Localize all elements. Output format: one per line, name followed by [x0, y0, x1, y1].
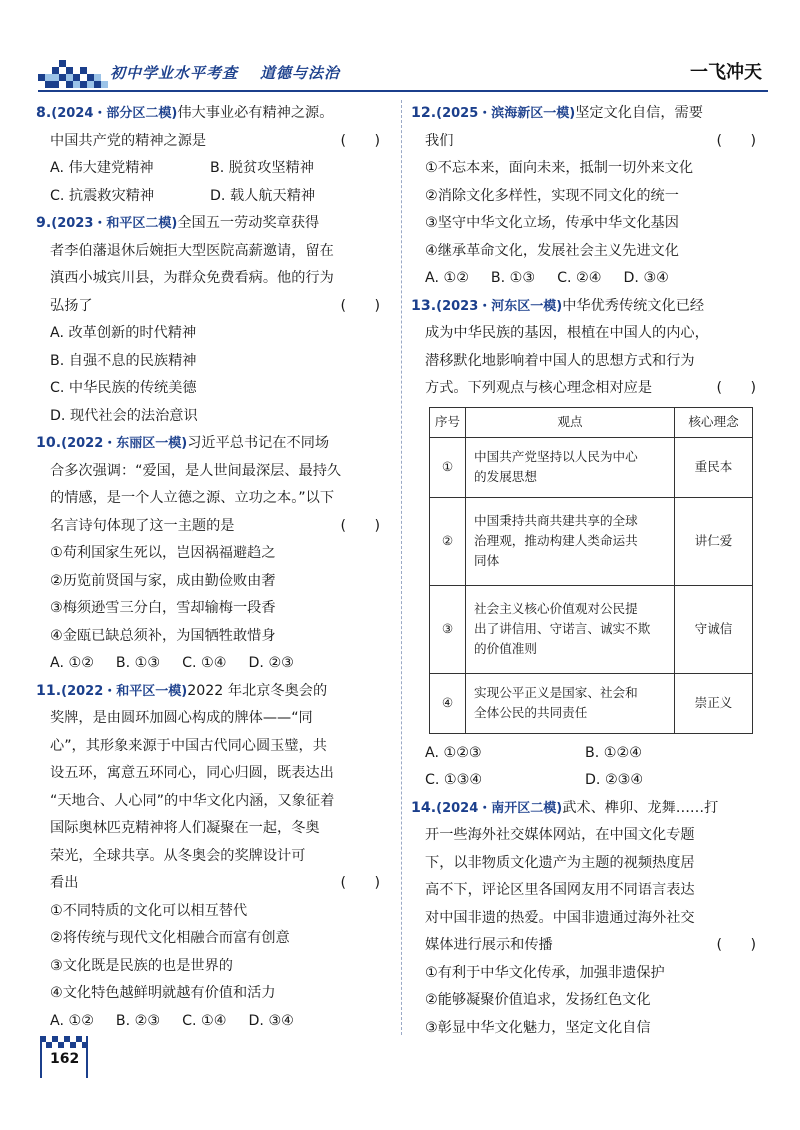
- option-c: C. ①④: [182, 1012, 227, 1029]
- option-b: B. 脱贫攻坚精神: [210, 160, 314, 176]
- option-c: C. ①④: [182, 655, 227, 671]
- column-divider: [401, 100, 402, 1035]
- view-line: 同体: [474, 553, 500, 568]
- view-line: 中国秉持共商共建共享的全球: [474, 513, 638, 528]
- stem-line: 成为中华民族的基因，根植在中国人的内心，: [425, 325, 709, 341]
- view-line: 出了讲信用、守诺言、诚实不欺: [474, 621, 651, 636]
- table-cell-number: ②: [430, 497, 466, 585]
- question-9: [36, 210, 392, 430]
- question-source: (2024・部分区二模): [51, 106, 178, 121]
- answer-paren: ( ): [716, 132, 756, 149]
- question-source: (2023・和平区二模): [51, 216, 178, 231]
- table-row: [430, 437, 753, 497]
- table-cell-concept: 守诚信: [675, 585, 753, 673]
- statement-4: ④继承革命文化，发展社会主义先进文化: [425, 242, 679, 259]
- stem-line: 全国五一劳动奖章获得: [177, 215, 320, 231]
- statement-4: ④文化特色越鲜明就越有价值和活力: [50, 985, 276, 1001]
- view-line: 全体公民的共同责任: [474, 705, 588, 720]
- option-b: B. 自强不息的民族精神: [50, 352, 197, 369]
- answer-paren: ( ): [716, 380, 756, 396]
- option-d: D. ③④: [248, 1012, 294, 1029]
- option-c: C. ②④: [557, 270, 602, 286]
- answer-paren: ( ): [716, 937, 756, 953]
- table-cell-concept: 重民本: [675, 437, 753, 497]
- stem-line: 对中国非遗的热爱。中国非遗通过海外社交: [425, 909, 695, 926]
- question-number: 12.: [411, 105, 437, 121]
- statement-2: ②消除文化多样性，实现不同文化的统一: [425, 187, 679, 204]
- stem-line: 习近平总书记在不同场: [187, 435, 330, 451]
- statement-3: ③坚守中华文化立场，传承中华文化基因: [425, 215, 679, 231]
- stem-line: 名言诗句体现了这一主题的是: [50, 517, 235, 534]
- question-number: 10.: [36, 435, 62, 451]
- option-a: A. ①②: [50, 655, 94, 671]
- option-c: C. 中华民族的传统美德: [50, 380, 197, 396]
- series-title: 初中学业水平考查: [110, 64, 239, 82]
- table-cell-number: ①: [430, 437, 466, 497]
- stem-line: 看出: [50, 875, 79, 891]
- statement-3: ③梅须逊雪三分白，雪却输梅一段香: [50, 600, 276, 616]
- answer-paren: ( ): [340, 875, 380, 891]
- answer-paren: ( ): [340, 297, 380, 314]
- stem-line: 2022 年北京冬奥会的: [187, 682, 328, 699]
- stem-line: 的情感，是一个人立德之源、立功之本。”以下: [50, 490, 335, 506]
- statement-1: ①不忘本来，面向未来，抵制一切外来文化: [425, 160, 694, 176]
- table-cell-number: ③: [430, 585, 466, 673]
- question-12: [411, 100, 768, 293]
- statement-3: ③文化既是民族的也是世界的: [50, 957, 233, 974]
- table-cell-concept: 崇正义: [675, 673, 753, 733]
- stem-line: 奖牌，是由圆环加圆心构成的牌体——“同: [50, 710, 313, 726]
- view-line: 社会主义核心价值观对公民提: [474, 601, 638, 616]
- question-source: (2025・滨海新区一模): [436, 106, 576, 121]
- option-a: A. ①②: [50, 1012, 94, 1029]
- statement-4: ④金瓯已缺总须补，为国牺牲敢惜身: [50, 627, 276, 644]
- question-11: [36, 678, 392, 1036]
- question-source: (2023・河东区一模): [436, 298, 563, 314]
- question-13: [411, 293, 768, 795]
- view-line: 的价值准则: [474, 641, 537, 656]
- stem-line: 高不下，评论区里各国网友用不同语言表达: [425, 882, 695, 898]
- stem-line: 下，以非物质文化遗产为主题的视频热度居: [425, 854, 695, 871]
- option-a: A. ①②: [425, 270, 469, 286]
- table-cell-number: ④: [430, 673, 466, 733]
- stem-line: 方式。下列观点与核心理念相对应是: [425, 380, 653, 396]
- option-b: B. ①③: [115, 655, 161, 671]
- stem-line: 荣光，全球共享。从冬奥会的奖牌设计可: [50, 847, 306, 864]
- statement-1: ①有利于中华文化传承，加强非遗保护: [425, 964, 665, 981]
- stem-line: 中国共产党的精神之源是: [50, 132, 207, 149]
- table-header: 核心理念: [675, 407, 753, 437]
- question-14: [411, 795, 768, 1043]
- stem-line: 坚定文化自信，需要: [575, 105, 703, 121]
- view-line: 中国共产党坚持以人民为中心: [474, 449, 638, 464]
- option-d: D. ②③: [248, 655, 294, 671]
- option-a: A. ①②③: [425, 744, 482, 761]
- table-row: [430, 673, 753, 733]
- table-row: [430, 585, 753, 673]
- option-d: D. ③④: [623, 270, 669, 286]
- stem-line: 设五环，寓意五环同心，同心归圆，既表达出: [50, 765, 334, 781]
- view-line: 治理观，推动构建人类命运共: [474, 533, 638, 548]
- stem-line: 潜移默化地影响着中国人的思想方式和行为: [425, 352, 695, 369]
- question-8: [36, 100, 392, 210]
- question-source: (2022・东丽区一模): [61, 436, 188, 451]
- question-source: (2022・和平区一模): [61, 683, 188, 699]
- option-c: C. ①③④: [425, 772, 483, 788]
- view-line: 实现公平正义是国家、社会和: [474, 685, 638, 700]
- statement-2: ②将传统与现代文化相融合而富有创意: [50, 930, 290, 946]
- header-rule: [38, 90, 768, 92]
- table-header: 序号: [430, 407, 466, 437]
- stem-line: 国际奥林匹克精神将人们凝聚在一起，冬奥: [50, 820, 320, 836]
- left-column: [36, 100, 392, 1035]
- stem-line: 者李伯藩退休后婉拒大型医院高薪邀请，留在: [50, 242, 334, 259]
- option-d: D. 载人航天精神: [210, 187, 316, 204]
- page-number: 162: [50, 1051, 80, 1067]
- concept-table: [429, 407, 753, 734]
- question-number: 13.: [411, 297, 437, 314]
- brand-text: 一飞冲天: [690, 62, 762, 83]
- answer-paren: ( ): [340, 132, 380, 149]
- option-b: B. ①③: [490, 270, 536, 286]
- table-header: 观点: [466, 407, 675, 437]
- stem-line: 媒体进行展示和传播: [425, 937, 553, 953]
- option-b: B. ①②④: [585, 744, 642, 761]
- subject-title: 道德与法治: [260, 64, 341, 82]
- page-number-badge: [38, 1036, 102, 1080]
- statement-2: ②能够凝聚价值追求，发扬红色文化: [425, 992, 651, 1008]
- checkered-flag-icon: [38, 60, 108, 88]
- stem-line: 开一些海外社交媒体网站，在中国文化专题: [425, 827, 695, 843]
- question-number: 9.: [36, 215, 52, 231]
- stem-line: 心”，其形象来源于中国古代同心圆玉璧，共: [50, 737, 327, 754]
- option-b: B. ②③: [115, 1012, 161, 1029]
- statement-1: ①苟利国家生死以，岂因祸福避趋之: [50, 545, 276, 561]
- table-row: [430, 497, 753, 585]
- stem-line: 我们: [425, 132, 454, 149]
- table-cell-view: [466, 497, 675, 585]
- stem-line: 伟大事业必有精神之源。: [177, 105, 334, 121]
- option-d: D. ②③④: [585, 772, 644, 788]
- header-title: [110, 62, 362, 83]
- table-cell-concept: 讲仁爱: [675, 497, 753, 585]
- table-header-row: [430, 407, 753, 437]
- statement-1: ①不同特质的文化可以相互替代: [50, 902, 248, 919]
- option-d: D. 现代社会的法治意识: [50, 407, 198, 424]
- stem-line: 中华优秀传统文化已经: [562, 297, 705, 314]
- table-cell-view: [466, 673, 675, 733]
- question-source: (2024・南开区二模): [436, 800, 563, 816]
- stem-line: 弘扬了: [50, 297, 93, 314]
- question-number: 8.: [36, 105, 52, 121]
- option-a: A. 改革创新的时代精神: [50, 325, 197, 341]
- option-c: C. 抗震救灾精神: [50, 187, 155, 204]
- option-a: A. 伟大建党精神: [50, 160, 154, 176]
- table-cell-view: [466, 585, 675, 673]
- question-number: 14.: [411, 799, 437, 816]
- answer-paren: ( ): [340, 517, 380, 534]
- view-line: 的发展思想: [474, 469, 537, 484]
- stem-line: 滇西小城宾川县，为群众免费看病。他的行为: [50, 270, 334, 286]
- stem-line: “天地合、人心同”的中华文化内涵，又象征着: [50, 792, 335, 809]
- stem-line: 合多次强调：“爱国，是人世间最深层、最持久: [50, 462, 342, 479]
- statement-3: ③彰显中华文化魅力，坚定文化自信: [425, 1019, 651, 1036]
- table-cell-view: [466, 437, 675, 497]
- right-column: [411, 100, 768, 1042]
- question-number: 11.: [36, 682, 62, 699]
- page-header: [38, 52, 768, 92]
- question-10: [36, 430, 392, 678]
- brand-logo: [690, 58, 762, 84]
- statement-2: ②历览前贤国与家，成由勤俭败由奢: [50, 572, 276, 589]
- stem-line: 武术、榫卯、龙舞……打: [562, 799, 719, 816]
